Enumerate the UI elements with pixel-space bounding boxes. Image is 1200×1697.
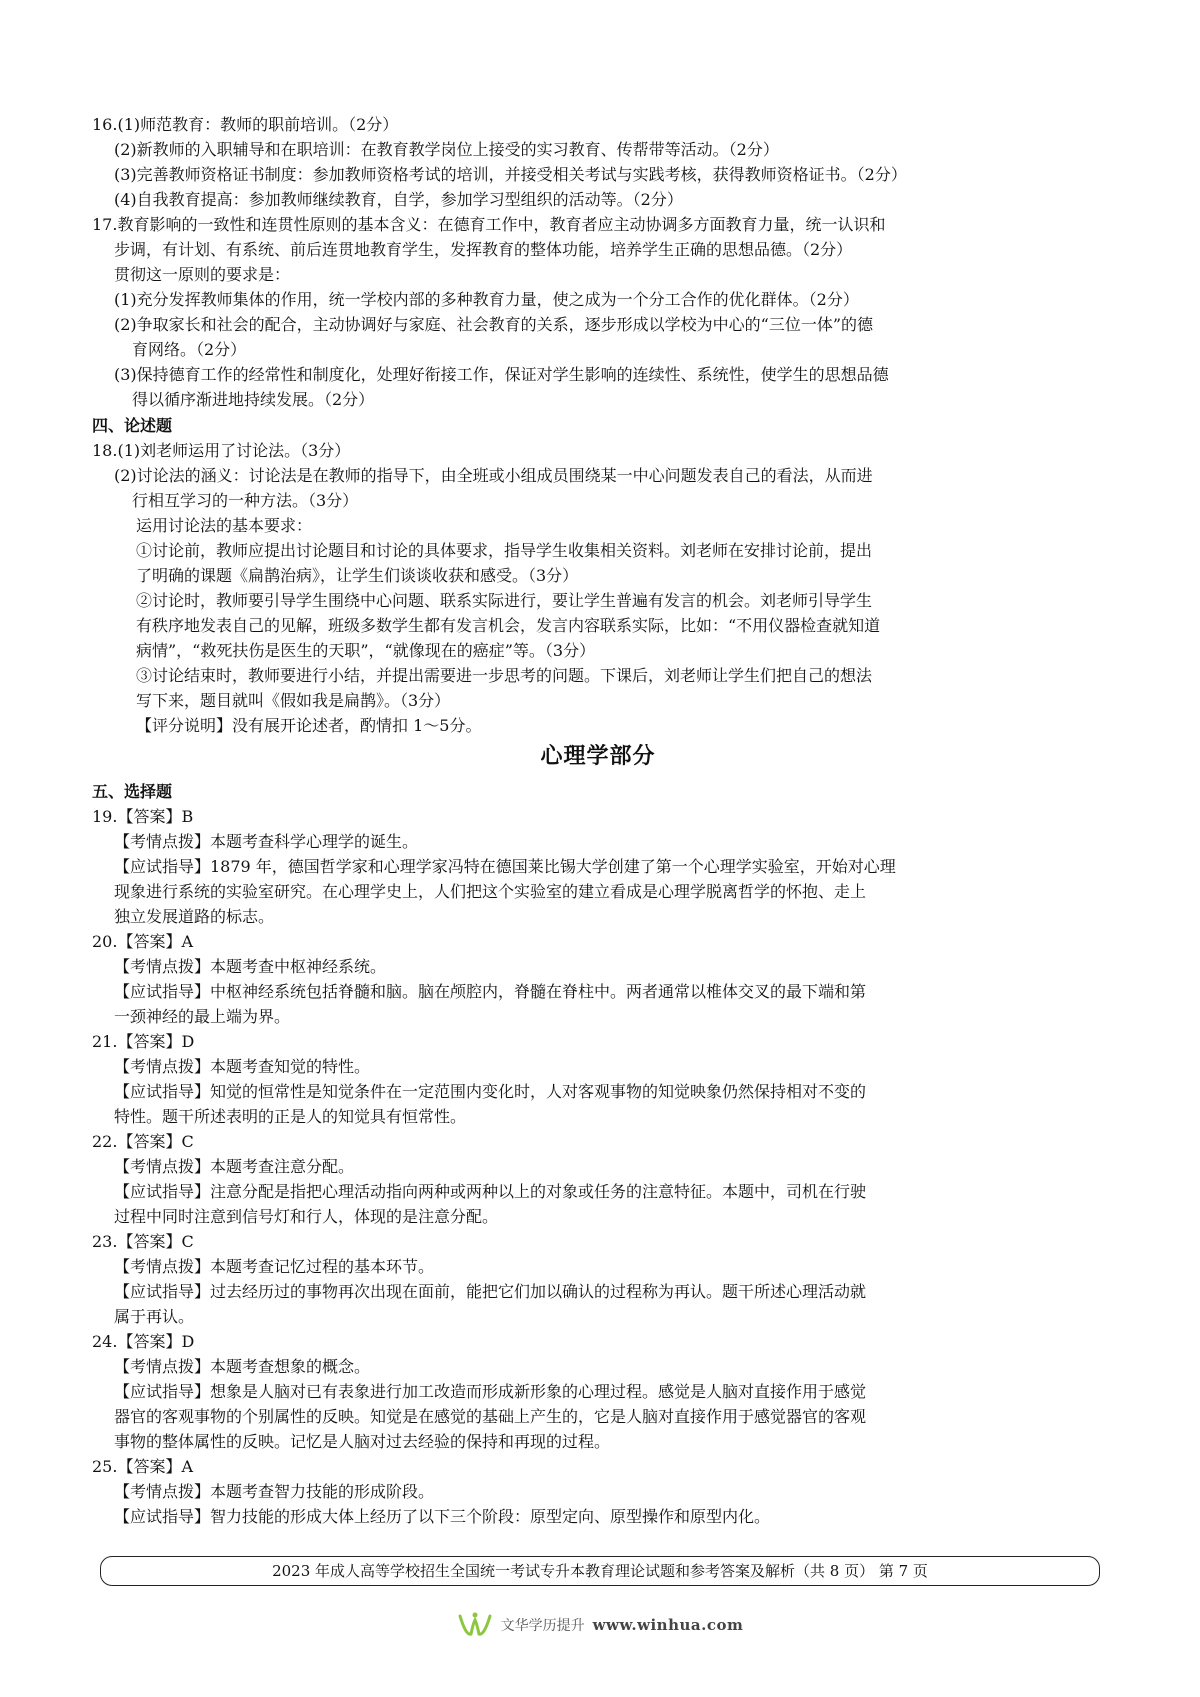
section-heading: 四、论述题 xyxy=(92,416,173,435)
text-line: 【考情点拨】本题考查中枢神经系统。 xyxy=(114,957,387,976)
text-line: 现象进行系统的实验室研究。在心理学史上，人们把这个实验室的建立看成是心理学脱离哲学的怀抱、走上 xyxy=(114,882,867,901)
text-line: ③讨论结束时，教师要进行小结，并提出需要进一步思考的问题。下课后，刘老师让学生们把自己的想法 xyxy=(136,666,873,685)
text-line: 【评分说明】没有展开论述者，酌情扣 1～5分。 xyxy=(136,716,482,735)
text-line: 【应试指导】过去经历过的事物再次出现在面前，能把它们加以确认的过程称为再认。题干所述心理活动就 xyxy=(114,1282,867,1301)
section-heading: 五、选择题 xyxy=(92,782,173,801)
text-line: 【应试指导】智力技能的形成大体上经历了以下三个阶段：原型定向、原型操作和原型内化。 xyxy=(114,1507,771,1526)
text-line: 25.【答案】A xyxy=(92,1457,194,1476)
text-line: 23.【答案】C xyxy=(92,1232,194,1251)
text-line: 【应试指导】中枢神经系统包括脊髓和脑。脑在颅腔内，脊髓在脊柱中。两者通常以椎体交叉的最下端和第 xyxy=(114,982,867,1001)
watermark-brand: 文华学历提升 xyxy=(500,1618,585,1634)
text-line: (2)讨论法的涵义：讨论法是在教师的指导下，由全班或小组成员围绕某一中心问题发表自己的看法，从而进 xyxy=(114,466,873,485)
text-line: 24.【答案】D xyxy=(92,1332,195,1351)
text-line: 【应试指导】1879 年，德国哲学家和心理学家冯特在德国莱比锡大学创建了第一个心理学实验室，开始对心理 xyxy=(114,857,896,876)
text-line: 【考情点拨】本题考查知觉的特性。 xyxy=(114,1057,371,1076)
text-line: 22.【答案】C xyxy=(92,1132,194,1151)
text-line: 17.教育影响的一致性和连贯性原则的基本含义：在德育工作中，教育者应主动协调多方面教育力量，统一认识和 xyxy=(92,215,886,234)
text-line: 【应试指导】想象是人脑对已有表象进行加工改造而形成新形象的心理过程。感觉是人脑对直接作用于感觉 xyxy=(114,1382,867,1401)
footer-text: 2023 年成人高等学校招生全国统一考试专升本教育理论试题和参考答案及解析（共 8 页） 第 7 页 xyxy=(272,1562,928,1580)
text-line: 【应试指导】注意分配是指把心理活动指向两种或两种以上的对象或任务的注意特征。本题中，司机在行驶 xyxy=(114,1182,867,1201)
text-line: 步调，有计划、有系统、前后连贯地教育学生，发挥教育的整体功能，培养学生正确的思想品德。（2分） xyxy=(114,240,853,259)
text-line: 得以循序渐进地持续发展。（2分） xyxy=(132,390,375,409)
text-line: 19.【答案】B xyxy=(92,807,194,826)
text-line: ①讨论前，教师应提出讨论题目和讨论的具体要求，指导学生收集相关资料。刘老师在安排讨论前，提出 xyxy=(136,541,873,560)
text-line: (3)完善教师资格证书制度：参加教师资格考试的培训，并接受相关考试与实践考核，获得教师资格证书。（2分） xyxy=(114,165,907,184)
text-line: 18.(1)刘老师运用了讨论法。（3分） xyxy=(92,441,351,460)
text-line: 【应试指导】知觉的恒常性是知觉条件在一定范围内变化时，人对客观事物的知觉映象仍然保持相对不变的 xyxy=(114,1082,867,1101)
text-line: (2)新教师的入职辅导和在职培训：在教育教学岗位上接受的实习教育、传帮带等活动。（2分） xyxy=(114,140,779,159)
text-line: 一颈神经的最上端为界。 xyxy=(114,1007,291,1026)
text-line: 有秩序地发表自己的见解，班级多数学生都有发言机会，发言内容联系实际，比如：“不用仪器检查就知道 xyxy=(136,616,881,635)
section-title: 心理学部分 xyxy=(540,744,656,769)
text-line: 【考情点拨】本题考查智力技能的形成阶段。 xyxy=(114,1482,435,1501)
winhua-logo-icon xyxy=(457,1610,493,1640)
text-line: 【考情点拨】本题考查想象的概念。 xyxy=(114,1357,371,1376)
text-line: 器官的客观事物的个别属性的反映。知觉是在感觉的基础上产生的，它是人脑对直接作用于感觉器官的客观 xyxy=(114,1407,867,1426)
text-line: (4)自我教育提高：参加教师继续教育，自学，参加学习型组织的活动等。（2分） xyxy=(114,190,683,209)
text-line: (3)保持德育工作的经常性和制度化，处理好衔接工作，保证对学生影响的连续性、系统性，使学生的思想品德 xyxy=(114,365,889,384)
text-line: 运用讨论法的基本要求： xyxy=(136,516,313,535)
text-line: 育网络。（2分） xyxy=(132,340,247,359)
text-line: 特性。题干所述表明的正是人的知觉具有恒常性。 xyxy=(114,1107,467,1126)
text-line: 【考情点拨】本题考查科学心理学的诞生。 xyxy=(114,832,419,851)
text-line: 贯彻这一原则的要求是： xyxy=(114,265,291,284)
text-line: 20.【答案】A xyxy=(92,932,194,951)
text-line: 过程中同时注意到信号灯和行人，体现的是注意分配。 xyxy=(114,1207,499,1226)
text-line: 事物的整体属性的反映。记忆是人脑对过去经验的保持和再现的过程。 xyxy=(114,1432,611,1451)
text-line: 行相互学习的一种方法。（3分） xyxy=(132,491,359,510)
text-line: 了明确的课题《扁鹊治病》，让学生们谈谈收获和感受。（3分） xyxy=(136,566,579,585)
text-line: 写下来，题目就叫《假如我是扁鹊》。（3分） xyxy=(136,691,451,710)
text-line: 属于再认。 xyxy=(114,1307,195,1326)
text-line: 【考情点拨】本题考查记忆过程的基本环节。 xyxy=(114,1257,435,1276)
watermark xyxy=(0,1608,1200,1642)
text-line: (1)充分发挥教师集体的作用，统一学校内部的多种教育力量，使之成为一个分工合作的优化群体。（2分） xyxy=(114,290,859,309)
text-line: 21.【答案】D xyxy=(92,1032,195,1051)
text-line: 【考情点拨】本题考查注意分配。 xyxy=(114,1157,355,1176)
text-line: (2)争取家长和社会的配合，主动协调好与家庭、社会教育的关系，逐步形成以学校为中心的“三位一体”的德 xyxy=(114,315,874,334)
page-footer xyxy=(100,1556,1100,1586)
text-line: 16.(1)师范教育：教师的职前培训。（2分） xyxy=(92,115,399,134)
text-line: 病情”，“救死扶伤是医生的天职”，“就像现在的癌症”等。（3分） xyxy=(136,641,596,660)
document-body xyxy=(92,112,1104,1529)
text-line: ②讨论时，教师要引导学生围绕中心问题、联系实际进行，要让学生普遍有发言的机会。刘老师引导学生 xyxy=(136,591,873,610)
watermark-url: www.winhua.com xyxy=(592,1616,744,1634)
text-line: 独立发展道路的标志。 xyxy=(114,907,275,926)
